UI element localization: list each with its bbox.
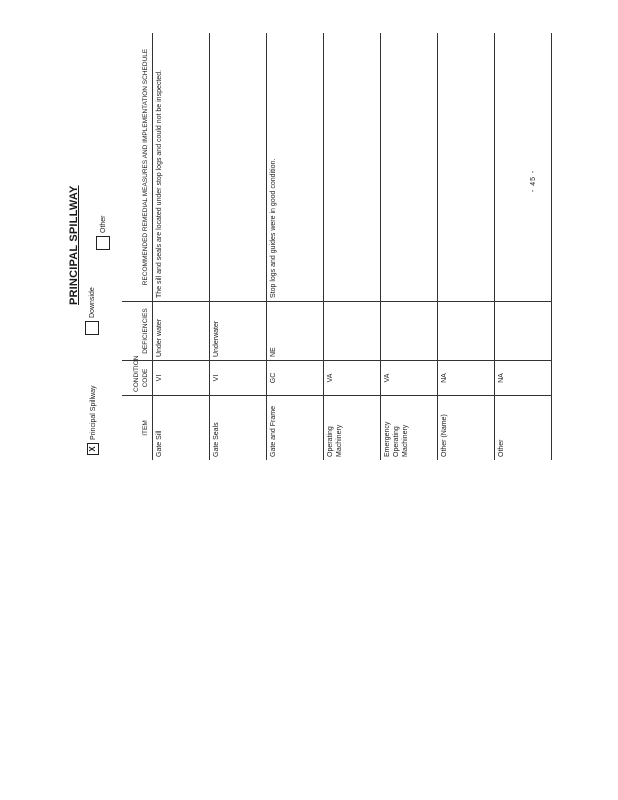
condition-code-cell: VA xyxy=(324,361,381,396)
downside-checkbox[interactable] xyxy=(85,321,99,335)
downside-option[interactable] xyxy=(85,287,99,335)
table-row xyxy=(495,33,552,460)
condition-code-cell: VI xyxy=(153,361,210,396)
condition-code-cell: NA xyxy=(438,361,495,396)
deficiency-cell xyxy=(438,302,495,361)
recommendation-cell: Stop logs and guides were in good condition. xyxy=(267,33,324,302)
item-cell: Gate Seals xyxy=(210,396,267,461)
table-row xyxy=(267,33,324,460)
spillway-inspection-form xyxy=(60,48,537,460)
principal-spillway-label: Principal Spillway xyxy=(89,385,97,440)
other-checkbox[interactable] xyxy=(96,236,110,250)
other-label: Other xyxy=(99,215,107,233)
table-body xyxy=(153,33,552,460)
table-row xyxy=(438,33,495,460)
deficiency-cell xyxy=(324,302,381,361)
form-header xyxy=(60,60,120,460)
inspection-table xyxy=(122,33,552,460)
principal-spillway-checkbox[interactable]: X xyxy=(87,443,99,455)
item-cell: Operating Machinery xyxy=(324,396,381,461)
recommendation-cell xyxy=(438,33,495,302)
recommendation-cell xyxy=(324,33,381,302)
recommendation-cell xyxy=(495,33,552,302)
table-row xyxy=(210,33,267,460)
deficiency-cell: NE xyxy=(267,302,324,361)
item-cell: Other xyxy=(495,396,552,461)
table-row xyxy=(381,33,438,460)
header-condition-code: CONDITION CODE xyxy=(122,361,153,396)
page-number: - 45 - xyxy=(530,169,537,192)
condition-code-cell: VI xyxy=(210,361,267,396)
condition-code-cell: NA xyxy=(495,361,552,396)
header-item: ITEM xyxy=(122,396,153,461)
deficiency-cell xyxy=(495,302,552,361)
table-header xyxy=(122,33,153,460)
item-cell: Emergency Operating Machinery xyxy=(381,396,438,461)
item-cell: Gate and Frame xyxy=(267,396,324,461)
condition-code-cell: VA xyxy=(381,361,438,396)
recommendation-cell xyxy=(210,33,267,302)
recommendation-cell: The sill and seals are located under stop logs and could not be inspected. xyxy=(153,33,210,302)
other-option[interactable] xyxy=(96,215,110,250)
deficiency-cell xyxy=(381,302,438,361)
downside-label: Downside xyxy=(88,287,96,318)
principal-spillway-option[interactable] xyxy=(87,386,99,455)
header-recommended-measures: RECOMMENDED REMEDIAL MEASURES AND IMPLEMENTATION SCHEDULE xyxy=(122,33,153,302)
deficiency-cell: Underwater xyxy=(210,302,267,361)
condition-code-cell: GC xyxy=(267,361,324,396)
item-cell: Other (Name) xyxy=(438,396,495,461)
form-title: PRINCIPAL SPILLWAY xyxy=(68,185,80,305)
item-cell: Gate Sill xyxy=(153,396,210,461)
table-row xyxy=(153,33,210,460)
header-deficiencies: DEFICIENCIES xyxy=(122,302,153,361)
deficiency-cell: Under water xyxy=(153,302,210,361)
recommendation-cell xyxy=(381,33,438,302)
table-row xyxy=(324,33,381,460)
